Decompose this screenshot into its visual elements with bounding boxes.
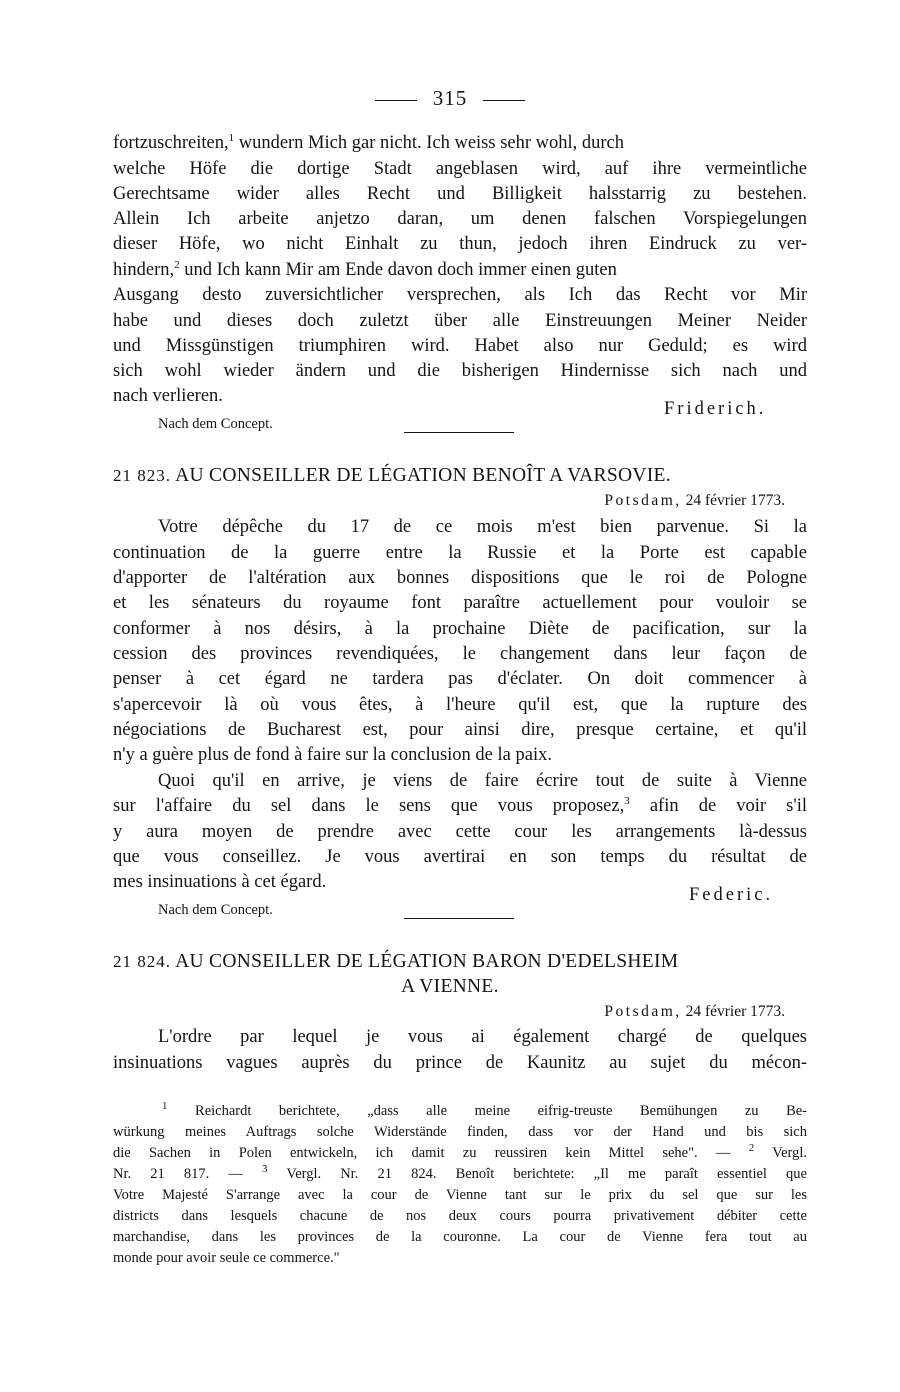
text-line: et les sénateurs du royaume font paraître actuellement pour vouloir se	[113, 593, 807, 613]
footnote-mark: 3	[261, 1163, 268, 1176]
text-line: sich wohl wieder ändern und die bisherigen Hindernisse sich nach und	[113, 361, 807, 381]
page-number-header	[0, 86, 900, 111]
text-line: n'y a guère plus de fond à faire sur la conclusion de la paix.	[113, 745, 552, 765]
text-line: Ausgang desto zuversichtlicher versprechen, als Ich das Recht vor Mir	[113, 285, 807, 305]
dateline-place: Potsdam,	[604, 1003, 682, 1020]
dateline	[604, 1003, 785, 1021]
source-note: Nach dem Concept.	[158, 902, 273, 918]
footnote-line: die Sachen in Polen entwickeln, ich damit zu reussiren kein Mittel sehe". — $^2$ Vergl.	[113, 1142, 807, 1161]
text-line: Quoi qu'il en arrive, je viens de faire écrire tout de suite à Vienne	[158, 771, 807, 791]
letter-number: 21 824.	[113, 952, 171, 971]
text-line: nach verlieren.	[113, 386, 223, 406]
footnote-line: $^1$ Reichardt berichtete, „dass alle meine eifrig-treuste Bemühungen zu Be-	[162, 1100, 808, 1119]
footnote-mark: 2	[748, 1142, 755, 1155]
source-note: Nach dem Concept.	[158, 416, 273, 432]
text-line: s'apercevoir là où vous êtes, à l'heure qu'il est, que la rupture des	[113, 695, 807, 715]
text-line: d'apporter de l'altération aux bonnes dispositions que le roi de Pologne	[113, 568, 807, 588]
footnote-mark: 3	[624, 794, 630, 807]
footnote-line: monde pour avoir seule ce commerce."	[113, 1250, 340, 1266]
footnote-mark: 1	[228, 131, 235, 144]
text-line: continuation de la guerre entre la Russie et la Porte est capable	[113, 543, 807, 563]
header-dash-right	[483, 100, 525, 101]
text-line: Gerechtsame wider alles Recht und Billigkeit halsstarrig zu bestehen.	[113, 184, 807, 204]
footnote-line: würkung meines Auftrags solche Widerstände finden, dass vor der Hand und bis sich	[113, 1124, 807, 1140]
header-dash-left	[375, 100, 417, 101]
section-divider	[404, 432, 514, 433]
text-line: L'ordre par lequel je vous ai également chargé de quelques	[158, 1027, 807, 1047]
letter-heading	[113, 463, 807, 489]
text-line: habe und dieses doch zuletzt über alle Einstreuungen Meiner Neider	[113, 311, 807, 331]
letter-title: AU CONSEILLER DE LÉGATION BARON D'EDELSHEIM	[175, 951, 679, 972]
text-line: Votre dépêche du 17 de ce mois m'est bien parvenue. Si la	[158, 517, 807, 537]
text-line: mes insinuations à cet égard.	[113, 872, 327, 892]
footnote-line: Nr. 21 817. — $^3$ Vergl. Nr. 21 824. Benoît berichtete: „Il me paraît essentiel que	[113, 1163, 807, 1182]
text-line: fortzuschreiten,$^1$ wundern Mich gar nicht. Ich weiss sehr wohl, durch	[113, 131, 625, 153]
text-line: négociations de Bucharest est, pour ainsi dire, presque certaine, et qu'il	[113, 720, 807, 740]
text-line: hindern,$^2$ und Ich kann Mir am Ende davon doch immer einen guten	[113, 258, 617, 280]
letter-title: AU CONSEILLER DE LÉGATION BENOÎT A VARSOVIE.	[175, 465, 671, 486]
footnote-line: Votre Majesté S'arrange avec la cour de Vienne tant sur le prix du sel que sur les	[113, 1187, 807, 1203]
dateline-date: 24 février 1773.	[685, 1003, 785, 1020]
signature: Federic.	[689, 885, 774, 905]
text-line: penser à cet égard ne tardera pas d'éclater. On doit commencer à	[113, 669, 807, 689]
footnote-line: districts dans lesquels chacune de nos deux cours pourra privativement débiter cette	[113, 1208, 807, 1224]
letter-number: 21 823.	[113, 466, 171, 485]
text-line: cession des provinces revendiquées, le changement dans leur façon de	[113, 644, 807, 664]
dateline	[604, 492, 785, 510]
letter-title-continued: A VIENNE.	[401, 976, 499, 997]
footnote-line: marchandise, dans les provinces de la couronne. La cour de Vienne fera tout au	[113, 1229, 807, 1245]
text-line: y aura moyen de prendre avec cette cour les arrangements là-dessus	[113, 822, 807, 842]
dateline-date: 24 février 1773.	[685, 492, 785, 509]
text-line: conformer à nos désirs, à la prochaine Diète de pacification, sur la	[113, 619, 807, 639]
section-divider	[404, 918, 514, 919]
text-line: insinuations vagues auprès du prince de Kaunitz au sujet du mécon-	[113, 1053, 807, 1073]
dateline-place: Potsdam,	[604, 492, 682, 509]
signature: Friderich.	[664, 399, 767, 419]
text-line: dieser Höfe, wo nicht Einhalt zu thun, jedoch ihren Eindruck zu ver-	[113, 234, 807, 254]
text-line: und Missgünstigen triumphiren wird. Habet also nur Geduld; es wird	[113, 336, 807, 356]
text-line: sur l'affaire du sel dans le sens que vous proposez,$^3$ afin de voir s'il	[113, 794, 807, 816]
text-line: welche Höfe die dortige Stadt angeblasen wird, auf ihre vermeintliche	[113, 159, 807, 179]
page-number: 315	[432, 86, 468, 110]
text-line: que vous conseillez. Je vous avertirai en son temps du résultat de	[113, 847, 807, 867]
letter-heading	[113, 949, 807, 975]
text-line: Allein Ich arbeite anjetzo daran, um denen falschen Vorspiegelungen	[113, 209, 807, 229]
footnote-mark: 2	[174, 258, 180, 271]
footnote-mark: 1	[162, 1100, 168, 1113]
